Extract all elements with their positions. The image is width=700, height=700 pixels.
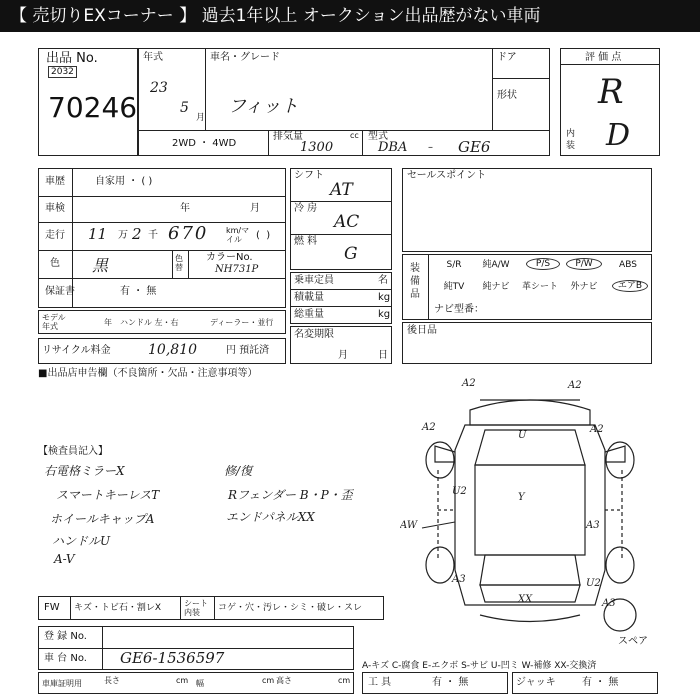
model-dash: – — [428, 142, 433, 153]
seat-label: シート内装 — [184, 599, 208, 617]
divider — [290, 201, 392, 202]
model-year-label: モデル年式 — [42, 313, 66, 331]
color-label: 色 — [50, 258, 60, 269]
mileage-paren: ( ) — [256, 230, 271, 241]
seller-notes-label: ■出品店申告欄（不良箇所・欠品・注意事項等） — [38, 368, 258, 379]
inspector-note-right-1: 修/復 — [224, 464, 253, 478]
divider — [38, 196, 286, 197]
mileage-label: 走行 — [45, 230, 65, 241]
year-label: 年式 — [143, 52, 163, 63]
car-diagram — [400, 370, 660, 650]
lot-small-number: 2032 — [48, 66, 77, 78]
mark-a3-right: A3 — [586, 520, 600, 531]
equip-pw: P/W — [566, 258, 602, 270]
jack-value: 有 ・ 無 — [582, 677, 619, 688]
sales-point-label: セールスポイント — [407, 170, 487, 181]
chassis-value: GE6-1536597 — [120, 649, 225, 667]
load-unit: kg — [378, 292, 391, 303]
load-label: 積載量 — [294, 292, 324, 303]
mileage-rest: 670 — [168, 223, 209, 244]
fw-text: キズ・トビ石・割レX — [74, 603, 161, 613]
jack-label: ジャッキ — [516, 677, 556, 688]
mark-xx-rear: XX — [518, 594, 533, 605]
history-value: 自家用 ・ ( ) — [95, 176, 153, 187]
divider — [290, 234, 392, 235]
tools-value: 有 ・ 無 — [432, 677, 469, 688]
seat-text: コゲ・穴・汚レ・シミ・破レ・スレ — [218, 603, 363, 613]
displacement-label: 排気量 — [273, 131, 303, 142]
change-month: 月 — [338, 350, 348, 361]
model-year-unit: 年 — [104, 318, 112, 327]
lot-number: 70246 — [48, 91, 138, 124]
capacity-unit: 名 — [378, 275, 388, 286]
inspection-month: 月 — [250, 203, 260, 214]
weight-label: 総重量 — [294, 309, 324, 320]
interior-value: D — [606, 118, 631, 153]
divider — [180, 596, 181, 620]
door-label: ドア — [497, 52, 517, 63]
color-code-value: NH731P — [215, 264, 259, 275]
mileage-man-unit: 万 — [118, 230, 128, 241]
color-change-label: 色替 — [175, 254, 183, 272]
model-value: GE6 — [458, 138, 491, 156]
mark-u-hood: U — [518, 430, 527, 441]
fuel-label: 燃 料 — [294, 236, 318, 247]
equipment-label: 装備品 — [410, 263, 420, 300]
warranty-label: 保証書 — [45, 286, 75, 297]
divider — [205, 48, 206, 130]
month-unit: 月 — [196, 113, 206, 123]
inspector-note-3: ホイールキャップA — [50, 512, 155, 526]
mileage-man: 11 — [88, 225, 108, 243]
equip-airbag: エアB — [612, 280, 648, 292]
warranty-value: 有 ・ 無 — [120, 286, 157, 297]
handle-label: ハンドル 左・右 — [120, 318, 179, 327]
equip-tv: 純TV — [443, 282, 465, 292]
cert-long: 長さ — [104, 676, 120, 685]
change-day: 日 — [378, 350, 388, 361]
car-name-label: 車名・グレード — [210, 52, 280, 63]
lot-label: 出品 No. — [46, 51, 98, 66]
color-code-label: カラーNo. — [206, 252, 253, 263]
cert-label: 車庫証明用 — [42, 679, 82, 688]
car-name-value: フィット — [228, 96, 299, 117]
cert-long-unit: cm — [176, 676, 189, 685]
mark-a2-right-fender: A2 — [590, 424, 604, 435]
divider — [38, 222, 286, 223]
inspector-note-4: ハンドルU — [52, 534, 111, 548]
divider — [290, 306, 392, 307]
divider — [560, 64, 660, 65]
change-label: 名変期限 — [294, 329, 334, 340]
damage-legend: A-キズ C-腐食 E-エクボ S-サビ U-凹ミ W-補修 XX-交換済 — [362, 661, 597, 671]
divider — [492, 48, 493, 130]
weight-unit: kg — [378, 309, 391, 320]
inspector-note-right-3: エンドパネルXX — [226, 510, 315, 524]
mark-aw-left: AW — [400, 520, 418, 531]
inspection-year: 年 — [180, 203, 190, 214]
month-value: 5 — [180, 100, 189, 116]
capacity-label: 乗車定員 — [294, 275, 334, 286]
displacement-unit: cc — [350, 131, 359, 140]
divider — [362, 130, 363, 156]
equip-abs: ABS — [619, 260, 637, 270]
cert-width-unit: cm — [262, 676, 275, 685]
equip-leather: 革シート — [521, 282, 558, 292]
model-prefix: DBA — [378, 140, 408, 155]
ac-label: 冷 房 — [294, 203, 318, 214]
inspector-label: 【検査員記入】 — [38, 446, 108, 457]
shift-value: AT — [330, 180, 353, 200]
cert-width: 幅 — [196, 679, 204, 688]
mark-y-roof: Y — [518, 492, 525, 503]
mileage-sen-unit: 千 — [148, 230, 158, 241]
page-banner: 【 売切りEXコーナー 】 過去1年以上 オークション出品歴がない車両 — [0, 0, 700, 32]
shift-label: シフト — [294, 170, 324, 181]
divider — [290, 289, 392, 290]
drive-value: 2WD ・ 4WD — [172, 138, 237, 149]
divider — [70, 596, 71, 620]
equip-sr: S/R — [446, 260, 462, 270]
mark-a2-left-fender: A2 — [422, 422, 436, 433]
dealer-label: ディーラー・並行 — [210, 318, 274, 327]
equip-ps: P/S — [526, 258, 560, 270]
inspection-label: 車検 — [45, 203, 65, 214]
ac-value: AC — [334, 212, 360, 232]
navi-model-label: ナビ型番： — [434, 304, 484, 315]
divider — [268, 130, 269, 156]
post-install-box — [402, 322, 652, 364]
equip-navi: 純ナビ — [482, 282, 510, 292]
fuel-value: G — [344, 244, 358, 264]
mark-a3-rear: A3 — [602, 598, 616, 609]
divider — [38, 250, 286, 251]
interior-label: 内 装 — [566, 129, 576, 151]
history-label: 車歴 — [45, 176, 65, 187]
recycle-value: 10,810 — [148, 342, 197, 358]
equip-ext-navi: 外ナビ — [570, 282, 598, 292]
divider — [428, 254, 429, 320]
registration-label: 登 録 No. — [44, 631, 87, 642]
mileage-unit: km/マイル — [226, 226, 250, 244]
equip-alloy: 純A/W — [482, 260, 510, 270]
model-label: 型式 — [368, 131, 388, 142]
divider — [38, 278, 286, 279]
divider — [172, 250, 173, 278]
inspector-note-5: A-V — [54, 552, 75, 566]
mark-a2-front-right: A2 — [568, 380, 582, 391]
divider — [492, 78, 550, 79]
cert-height: 高さ — [276, 676, 292, 685]
inspector-note-right-2: Rフェンダー B・P・歪 — [228, 488, 353, 502]
cert-height-unit: cm — [338, 676, 351, 685]
grade-label: 評 価 点 — [585, 52, 622, 63]
divider — [102, 626, 103, 670]
inspector-note-1: 右電格ミラーX — [44, 464, 125, 478]
mileage-sen: 2 — [132, 225, 142, 243]
color-value: 黒 — [92, 256, 109, 275]
recycle-label: リサイクル料金 — [42, 345, 111, 356]
chassis-label: 車 台 No. — [44, 653, 87, 664]
mark-a2-front-left: A2 — [462, 378, 476, 389]
tools-label: 工 具 — [368, 677, 392, 688]
divider — [138, 130, 550, 131]
post-install-label: 後日品 — [407, 325, 437, 336]
divider — [214, 596, 215, 620]
spare-label: スペア — [618, 636, 648, 647]
inspector-note-2: スマートキーレスT — [56, 488, 160, 502]
shape-label: 形状 — [497, 90, 517, 101]
mark-a3-left-rear: A3 — [452, 574, 466, 585]
displacement-value: 1300 — [300, 140, 334, 155]
divider — [188, 250, 189, 278]
fw-label: FW — [44, 602, 60, 613]
grade-value: R — [598, 72, 624, 112]
mark-u2-right-rear: U2 — [586, 578, 601, 589]
mark-u2-left: U2 — [452, 486, 467, 497]
recycle-unit: 円 預託済 — [226, 345, 270, 356]
year-value: 23 — [150, 80, 168, 96]
